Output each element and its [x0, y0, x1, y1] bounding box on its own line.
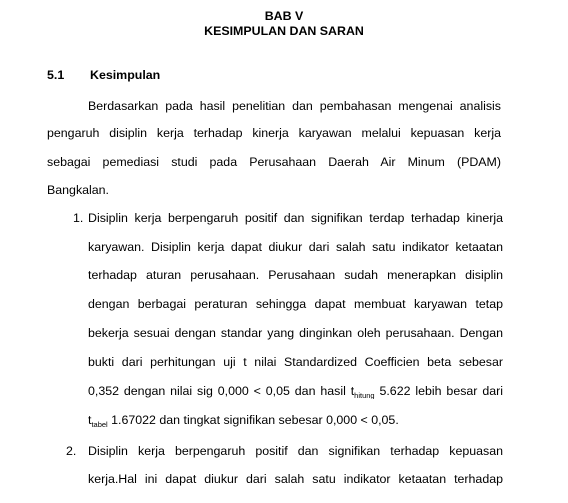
line-text: 5.622 lebih besar dari — [374, 384, 503, 398]
list-item-line — [88, 384, 503, 399]
list-item-number: 2. — [66, 444, 77, 458]
list-item-line: karyawan. Disiplin kerja dapat diukur dari salah satu indikator ketaatan — [88, 240, 503, 254]
line-text: 0,352 dengan nilai sig 0,000 < 0,05 dan hasil t — [88, 384, 355, 398]
list-item-line: kerja.Hal ini dapat diukur dari salah satu indikator ketaatan terhadap — [88, 472, 503, 486]
line-text: t — [88, 413, 92, 427]
chapter-title: BAB V — [264, 9, 304, 23]
section-title: Kesimpulan — [90, 68, 161, 82]
list-item-line: bekerja sesuai dengan standar yang dinginkan oleh perusahaan. Dengan — [88, 326, 503, 340]
line-text: 1.67022 dan tingkat signifikan sebesar 0,000 < 0,05. — [107, 413, 399, 427]
list-item-number: 1. — [73, 211, 84, 225]
section-heading — [47, 68, 160, 83]
intro-line-1: Berdasarkan pada hasil penelitian dan pembahasan mengenai analisis — [88, 99, 501, 113]
chapter-subtitle: KESIMPULAN DAN SARAN — [204, 24, 364, 38]
intro-line-3: sebagai pemediasi studi pada Perusahaan Daerah Air Minum (PDAM) — [47, 155, 501, 169]
list-item-line: dengan berbagai peraturan sehingga dapat membuat karyawan tetap — [88, 297, 503, 311]
intro-line-4: Bangkalan. — [47, 183, 110, 197]
list-item-line: bukti dari perhitungan uji t nilai Standardized Coefficien beta sebesar — [88, 355, 503, 369]
section-number: 5.1 — [47, 68, 65, 82]
list-item-line: Disiplin kerja berpengaruh positif dan signifikan terhadap kepuasan — [88, 444, 503, 458]
subscript-tabel: tabel — [91, 420, 108, 429]
list-item-line: Disiplin kerja berpengaruh positif dan signifikan terdap terhadap kinerja — [88, 211, 503, 225]
list-item-line: terhadap aturan perusahaan. Perusahaan sudah menerapkan disiplin — [88, 268, 503, 282]
list-item-line — [88, 413, 503, 428]
intro-line-2: pengaruh disiplin kerja terhadap kinerja karyawan melalui kepuasan kerja — [47, 126, 501, 140]
subscript-hitung: hitung — [354, 391, 375, 399]
